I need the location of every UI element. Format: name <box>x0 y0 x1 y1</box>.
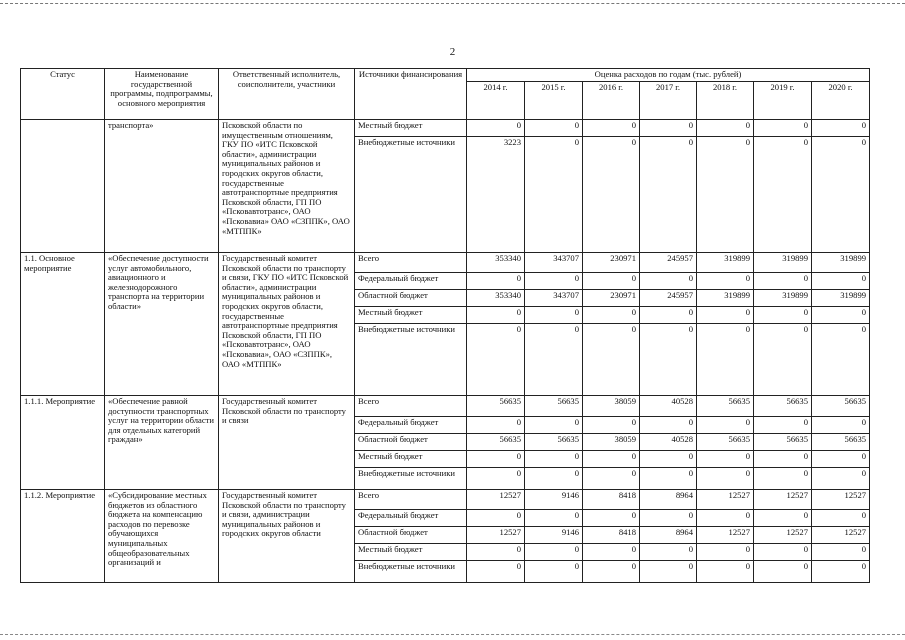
row-status: 1.1.2. Мероприятие <box>21 490 105 583</box>
table-header <box>21 69 870 120</box>
value-cell: 0 <box>640 307 697 324</box>
value-cell: 8964 <box>640 527 697 544</box>
value-cell: 56635 <box>812 396 870 417</box>
value-cell: 0 <box>583 451 640 468</box>
header-executor: Ответственный исполнитель, соисполнители, участники <box>219 69 355 120</box>
value-cell: 56635 <box>525 434 583 451</box>
value-cell: 8418 <box>583 490 640 510</box>
value-cell: 0 <box>640 120 697 137</box>
value-cell: 0 <box>812 307 870 324</box>
value-cell: 0 <box>754 451 812 468</box>
budget-table <box>20 68 870 583</box>
value-cell: 0 <box>467 544 525 561</box>
row-source: Внебюджетные источники <box>355 137 467 253</box>
row-source: Внебюджетные источники <box>355 561 467 583</box>
value-cell: 38059 <box>583 396 640 417</box>
header-estimate: Оценка расходов по годам (тыс. рублей) <box>467 69 870 82</box>
row-name: «Обеспечение равной доступности транспортных услуг на территории области для отдельных категорий граждан» <box>105 396 219 490</box>
value-cell: 3223 <box>467 137 525 253</box>
value-cell: 0 <box>583 468 640 490</box>
value-cell: 343707 <box>525 290 583 307</box>
value-cell: 0 <box>812 273 870 290</box>
row-source: Областной бюджет <box>355 527 467 544</box>
value-cell: 0 <box>583 307 640 324</box>
value-cell: 0 <box>754 417 812 434</box>
header-year: 2020 г. <box>812 82 870 120</box>
value-cell: 0 <box>525 468 583 490</box>
value-cell: 0 <box>754 324 812 396</box>
value-cell: 0 <box>812 544 870 561</box>
value-cell: 0 <box>525 417 583 434</box>
value-cell: 12527 <box>812 527 870 544</box>
value-cell: 245957 <box>640 253 697 273</box>
value-cell: 0 <box>697 544 754 561</box>
scan-edge-top <box>0 3 905 4</box>
value-cell: 353340 <box>467 290 525 307</box>
value-cell: 0 <box>754 510 812 527</box>
scan-edge-bottom <box>0 634 905 635</box>
value-cell: 0 <box>812 561 870 583</box>
row-source: Внебюджетные источники <box>355 468 467 490</box>
row-status: 1.1.1. Мероприятие <box>21 396 105 490</box>
value-cell: 0 <box>467 273 525 290</box>
row-source: Местный бюджет <box>355 451 467 468</box>
value-cell: 0 <box>583 510 640 527</box>
value-cell: 12527 <box>754 527 812 544</box>
value-cell: 0 <box>697 120 754 137</box>
value-cell: 56635 <box>697 396 754 417</box>
value-cell: 12527 <box>754 490 812 510</box>
value-cell: 56635 <box>467 434 525 451</box>
value-cell: 8418 <box>583 527 640 544</box>
table-row <box>21 120 870 137</box>
value-cell: 0 <box>754 137 812 253</box>
value-cell: 0 <box>812 510 870 527</box>
value-cell: 0 <box>640 273 697 290</box>
value-cell: 0 <box>467 561 525 583</box>
value-cell: 343707 <box>525 253 583 273</box>
table-row <box>21 396 870 417</box>
row-status <box>21 120 105 253</box>
value-cell: 0 <box>754 561 812 583</box>
value-cell: 56635 <box>754 396 812 417</box>
value-cell: 0 <box>697 561 754 583</box>
value-cell: 0 <box>525 544 583 561</box>
value-cell: 319899 <box>697 253 754 273</box>
value-cell: 0 <box>640 510 697 527</box>
header-year: 2018 г. <box>697 82 754 120</box>
value-cell: 0 <box>812 324 870 396</box>
value-cell: 0 <box>525 324 583 396</box>
value-cell: 56635 <box>754 434 812 451</box>
value-cell: 40528 <box>640 434 697 451</box>
value-cell: 0 <box>467 468 525 490</box>
value-cell: 8964 <box>640 490 697 510</box>
header-status: Статус <box>21 69 105 120</box>
value-cell: 0 <box>467 307 525 324</box>
header-year: 2014 г. <box>467 82 525 120</box>
row-source: Федеральный бюджет <box>355 273 467 290</box>
row-name: транспорта» <box>105 120 219 253</box>
value-cell: 0 <box>525 273 583 290</box>
value-cell: 0 <box>754 307 812 324</box>
value-cell: 0 <box>467 510 525 527</box>
value-cell: 0 <box>697 324 754 396</box>
value-cell: 0 <box>640 468 697 490</box>
value-cell: 0 <box>640 544 697 561</box>
value-cell: 0 <box>640 561 697 583</box>
header-name: Наименование государственной программы, подпрограммы, основного мероприятия <box>105 69 219 120</box>
table-row <box>21 253 870 273</box>
value-cell: 0 <box>812 417 870 434</box>
header-year: 2016 г. <box>583 82 640 120</box>
row-source: Областной бюджет <box>355 434 467 451</box>
value-cell: 0 <box>525 510 583 527</box>
value-cell: 230971 <box>583 253 640 273</box>
row-name: «Обеспечение доступности услуг автомобильного, авиационного и железнодорожного транспорта на территории области» <box>105 253 219 396</box>
value-cell: 0 <box>583 417 640 434</box>
value-cell: 40528 <box>640 396 697 417</box>
value-cell: 0 <box>583 137 640 253</box>
value-cell: 0 <box>583 324 640 396</box>
value-cell: 0 <box>697 468 754 490</box>
table-body <box>21 120 870 583</box>
row-name: «Субсидирование местных бюджетов из областного бюджета на компенсацию расходов по перевозке обучающихся муниципальных общеобразовательных организаций и <box>105 490 219 583</box>
value-cell: 0 <box>697 307 754 324</box>
row-source: Всего <box>355 396 467 417</box>
value-cell: 12527 <box>697 527 754 544</box>
row-source: Внебюджетные источники <box>355 324 467 396</box>
value-cell: 38059 <box>583 434 640 451</box>
header-year: 2019 г. <box>754 82 812 120</box>
value-cell: 319899 <box>697 290 754 307</box>
value-cell: 0 <box>583 544 640 561</box>
value-cell: 9146 <box>525 527 583 544</box>
table-row <box>21 490 870 510</box>
value-cell: 0 <box>583 273 640 290</box>
value-cell: 0 <box>467 417 525 434</box>
value-cell: 0 <box>754 273 812 290</box>
row-executor: Государственный комитет Псковской области по транспорту и связи, администрации муниципальных районов и городских округов области <box>219 490 355 583</box>
value-cell: 0 <box>467 324 525 396</box>
value-cell: 12527 <box>467 490 525 510</box>
header-year: 2017 г. <box>640 82 697 120</box>
value-cell: 0 <box>467 120 525 137</box>
row-source: Федеральный бюджет <box>355 417 467 434</box>
row-source: Местный бюджет <box>355 307 467 324</box>
row-source: Местный бюджет <box>355 544 467 561</box>
value-cell: 0 <box>583 561 640 583</box>
value-cell: 56635 <box>525 396 583 417</box>
header-sources: Источники финансирования <box>355 69 467 120</box>
row-source: Областной бюджет <box>355 290 467 307</box>
row-status: 1.1. Основное мероприятие <box>21 253 105 396</box>
value-cell: 0 <box>697 137 754 253</box>
value-cell: 0 <box>640 451 697 468</box>
value-cell: 12527 <box>697 490 754 510</box>
value-cell: 0 <box>640 324 697 396</box>
value-cell: 0 <box>640 137 697 253</box>
row-executor: Государственный комитет Псковской области по транспорту и связи <box>219 396 355 490</box>
value-cell: 353340 <box>467 253 525 273</box>
value-cell: 56635 <box>697 434 754 451</box>
value-cell: 0 <box>697 451 754 468</box>
page-number: 2 <box>449 46 456 58</box>
header-year: 2015 г. <box>525 82 583 120</box>
value-cell: 0 <box>697 510 754 527</box>
value-cell: 0 <box>754 468 812 490</box>
value-cell: 0 <box>525 137 583 253</box>
value-cell: 319899 <box>754 253 812 273</box>
row-executor: Государственный комитет Псковской области по транспорту и связи, ГКУ ПО «ИТС Псковской области», администрации муниципальных районов и городских округов области, государственные автотранспортные предприятия Псковской области, ГП ПО «Псковавтотранс», ОАО «Псковавиа», ОАО «СЗППК», ОАО «МТППК» <box>219 253 355 396</box>
value-cell: 12527 <box>812 490 870 510</box>
value-cell: 0 <box>812 451 870 468</box>
value-cell: 0 <box>640 417 697 434</box>
value-cell: 0 <box>525 451 583 468</box>
value-cell: 0 <box>754 544 812 561</box>
value-cell: 319899 <box>754 290 812 307</box>
value-cell: 0 <box>754 120 812 137</box>
value-cell: 319899 <box>812 253 870 273</box>
value-cell: 0 <box>583 120 640 137</box>
value-cell: 0 <box>812 120 870 137</box>
value-cell: 319899 <box>812 290 870 307</box>
value-cell: 0 <box>467 451 525 468</box>
value-cell: 0 <box>525 120 583 137</box>
row-source: Местный бюджет <box>355 120 467 137</box>
value-cell: 56635 <box>467 396 525 417</box>
row-executor: Псковской области по имущественным отношениям, ГКУ ПО «ИТС Псковской области», администрации муниципальных районов и городских округов области, государственные автотранспортные предприятия Псковской области, ГП ПО «Псковавтотранс», ОАО «Псковавиа» ОАО «СЗППК», ОАО «МТППК» <box>219 120 355 253</box>
value-cell: 0 <box>697 417 754 434</box>
row-source: Всего <box>355 490 467 510</box>
value-cell: 0 <box>525 307 583 324</box>
value-cell: 9146 <box>525 490 583 510</box>
row-source: Федеральный бюджет <box>355 510 467 527</box>
value-cell: 12527 <box>467 527 525 544</box>
value-cell: 56635 <box>812 434 870 451</box>
value-cell: 0 <box>697 273 754 290</box>
value-cell: 0 <box>525 561 583 583</box>
value-cell: 230971 <box>583 290 640 307</box>
value-cell: 0 <box>812 137 870 253</box>
row-source: Всего <box>355 253 467 273</box>
value-cell: 245957 <box>640 290 697 307</box>
value-cell: 0 <box>812 468 870 490</box>
